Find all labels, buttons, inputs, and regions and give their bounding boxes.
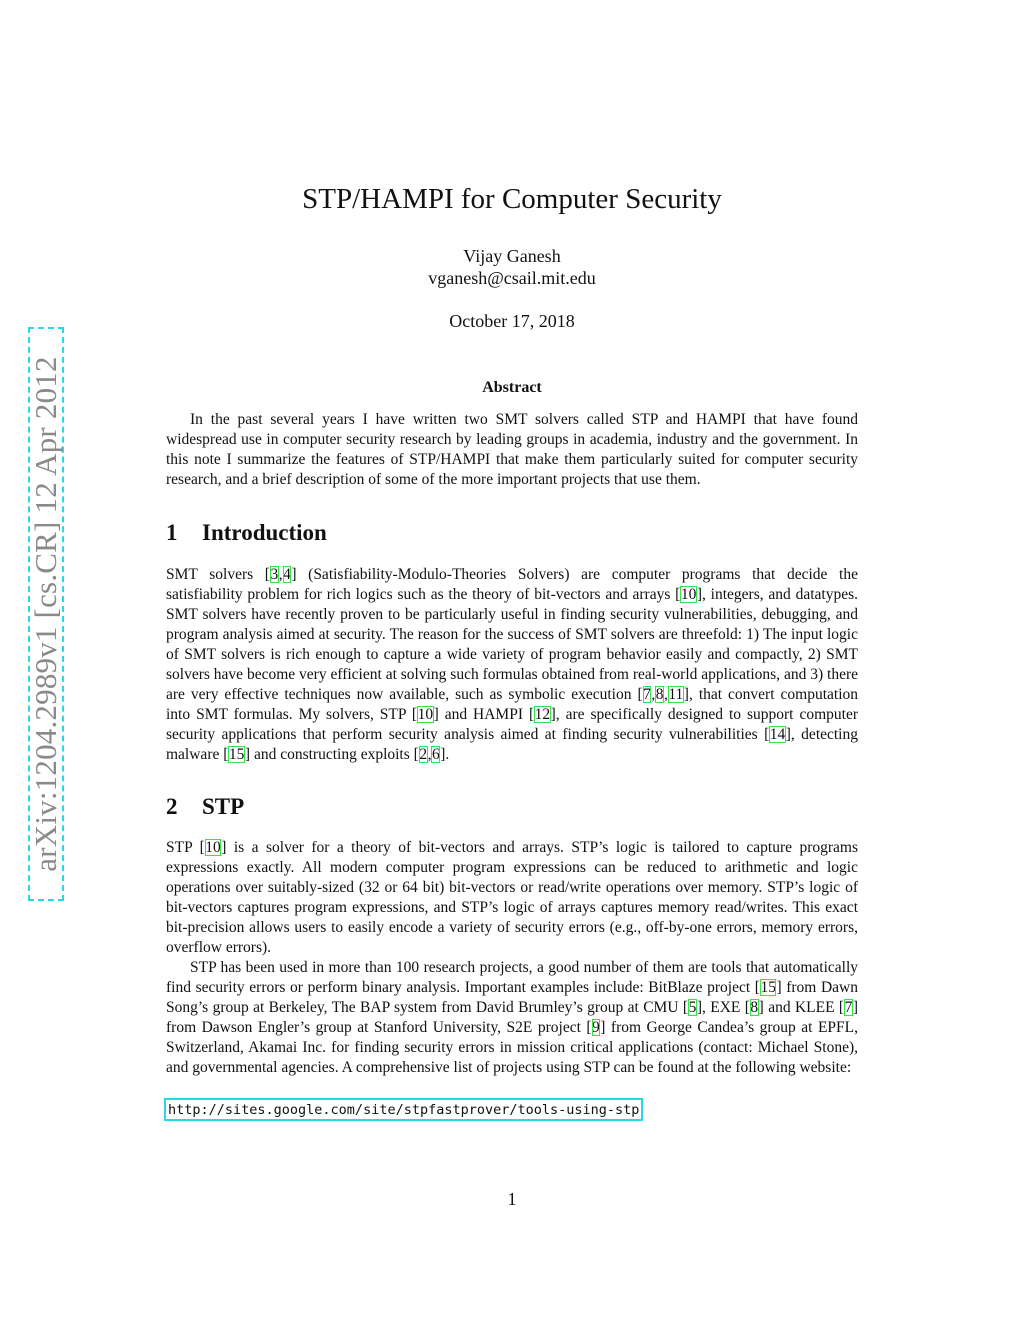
citation-link-3[interactable]: 3 — [270, 566, 279, 583]
citation-link-12[interactable]: 12 — [534, 706, 551, 723]
citation-link-8[interactable]: 8 — [655, 686, 664, 703]
citation-link-15[interactable]: 15 — [760, 979, 776, 996]
section-heading-stp — [166, 794, 244, 820]
arxiv-identifier-link[interactable]: arXiv:1204.2989v1 [cs.CR] 12 Apr 2012 — [28, 327, 64, 901]
section-number: 1 — [166, 520, 178, 545]
citation-link-11[interactable]: 11 — [668, 686, 684, 703]
paper-title: STP/HAMPI for Computer Security — [302, 183, 722, 215]
tools-using-stp-url-link[interactable]: http://sites.google.com/site/stpfastprover/tools-using-stp — [164, 1098, 643, 1121]
citation-link-9[interactable]: 9 — [592, 1019, 600, 1036]
arxiv-stamp-container — [28, 327, 64, 901]
citation-link-10[interactable]: 10 — [680, 586, 697, 603]
citation-link-5[interactable]: 5 — [688, 999, 697, 1016]
section-number: 2 — [166, 794, 178, 819]
citation-link-2[interactable]: 2 — [419, 746, 428, 763]
citation-link-8[interactable]: 8 — [750, 999, 759, 1016]
abstract-heading: Abstract — [482, 379, 542, 396]
citation-link-7[interactable]: 7 — [844, 999, 853, 1016]
citation-link-10[interactable]: 10 — [205, 839, 221, 856]
citation-link-14[interactable]: 14 — [769, 726, 786, 743]
stp-paragraph-1: STP [10] is a solver for a theory of bit-vectors and arrays. STP’s logic is tailored to capture programs expressions exactly. All modern computer program expressions can be reduced to arithmetic and logic operations over suitably-sized (32 or 64 bit) bit-vectors or read/write operations over memory. STP’s logic of bit-vectors captures program expressions, and STP’s logic of arrays captures memory read/writes. This exact bit-precision allows users to easily encode a variety of security errors (e.g., off-by-one errors, memory errors, overflow errors). — [166, 839, 858, 956]
paper-date: October 17, 2018 — [449, 311, 575, 331]
citation-link-10[interactable]: 10 — [417, 706, 434, 723]
citation-link-7[interactable]: 7 — [643, 686, 651, 703]
citation-link-6[interactable]: 6 — [431, 746, 440, 763]
abstract-text: In the past several years I have written two SMT solvers called STP and HAMPI that have found widespread use in computer security research by leading groups in academia, industry and the government. In this note I summarize the features of STP/HAMPI that make them particularly suited for computer security research, and a brief description of some of the more important projects that use them. — [166, 411, 858, 488]
section-title: STP — [202, 794, 245, 819]
section-heading-introduction — [166, 520, 327, 546]
page-number: 1 — [507, 1189, 517, 1209]
section-title: Introduction — [202, 520, 327, 545]
citation-link-4[interactable]: 4 — [283, 566, 291, 583]
author-name: Vijay Ganesh — [463, 246, 561, 266]
stp-paragraph-2: STP has been used in more than 100 research projects, a good number of them are tools that automatically find security errors or perform binary analysis. Important examples include: BitBlaze project [15] from Dawn Song’s group at Berkeley, The BAP system from David Brumley’s group at CMU [5], EXE [8] and KLEE [7] from Dawson Engler’s group at Stanford University, S2E project [9] from George Candea’s group at EPFL, Switzerland, Akamai Inc. for finding security errors in mission critical applications (contact: Michael Stone), and governmental agencies. A comprehensive list of projects using STP can be found at the following website: — [166, 959, 858, 1076]
author-email: vganesh@csail.mit.edu — [428, 268, 596, 288]
introduction-paragraph: SMT solvers [3,4] (Satisfiability-Modulo-Theories Solvers) are computer programs that decide the satisfiability problem for rich logics such as the theory of bit-vectors and arrays [10], integers, and datatypes. SMT solvers have recently proven to be particularly useful in finding security vulnerabilities, debugging, and program analysis aimed at security. The reason for the success of SMT solvers are threefold: 1) The input logic of SMT solvers is rich enough to capture a wide variety of program behavior easily and compactly, 2) SMT solvers have become very efficient at solving such formulas obtained from real-world applications, and 3) there are very effective techniques now available, such as symbolic execution [7,8,11], that convert computation into SMT formulas. My solvers, STP [10] and HAMPI [12], are specifically designed to support computer security applications that perform security analysis aimed at finding security vulnerabilities [14], detecting malware [15] and constructing exploits [2,6]. — [166, 566, 859, 763]
citation-link-15[interactable]: 15 — [228, 746, 245, 763]
